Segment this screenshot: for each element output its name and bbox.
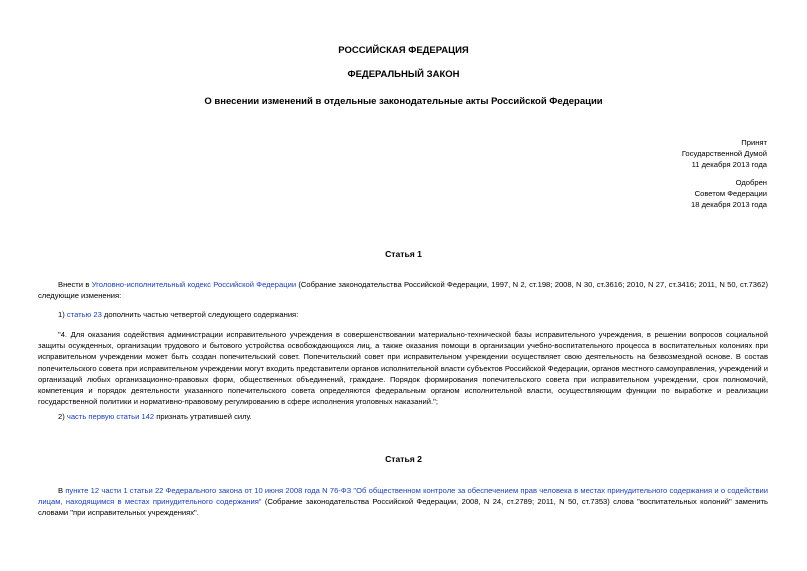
adoption-federation-council — [507, 177, 767, 210]
intro-prefix: Внести в — [58, 280, 92, 289]
federal-law-76-link[interactable]: пункте 12 части 1 статьи 22 Федерального закона от 10 июня 2008 года N 76-ФЗ "Об общественном контроле за обеспечением прав человека в местах принудительного содержания и о содействии лицам, находящимся в местах принудительного содержания" — [38, 486, 768, 507]
article-142-link[interactable]: часть первую статьи 142 — [66, 412, 155, 421]
criminal-executive-code-link[interactable]: Уголовно-исполнительный кодекс Российской Федерации — [91, 280, 297, 289]
accepted-label: Принят — [741, 138, 767, 147]
article-1-quote: "4. Для оказания содействия администрации исправительного учреждения в совершенствовании материально-технической базы исправительного учреждения, в решении вопросов социальной защиты осужденных, организации трудового и бытового устройства освобождающихся лиц, а также оказания помощи в организации учебно-воспитательного процесса в воспитательных колониях при исправительном учреждении может быть создан попечительский совет. Попечительский совет при исправительном учреждении осуществляет свою деятельность на безвозмездной основе. В состав попечительского совета при исправительном учреждении могут входить представители органов исполнительной власти субъектов Российской Федерации, органов местного самоуправления, учреждений и организаций любых организационно-правовых форм, общественных объединений, граждане. Порядок формирования попечительского совета при исправительном учреждении, срок полномочий, компетенция и порядок деятельности указанного попечительского совета определяются федеральным органом исполнительной власти, осуществляющим функции по выработке и реализации государственной политики и нормативно-правовому регулированию в сфере исполнения уголовных наказаний."; — [38, 330, 768, 407]
article-2-prefix: В — [58, 486, 66, 495]
intro-suffix: (Собрание законодательства Российской Федерации, 1997, N 2, ст.198; 2008, N 30, ст.3616; 2010, N 27, ст.3416; 2011, N 50, ст.7362) следующие изменения: — [38, 280, 768, 301]
accepted-by: Государственной Думой — [681, 149, 767, 158]
law-title: О внесении изменений в отдельные законодательные акты Российской Федерации — [204, 96, 603, 107]
approved-label: Одобрен — [735, 178, 767, 187]
approved-date: 18 декабря 2013 года — [691, 200, 767, 209]
article-2-suffix: (Собрание законодательства Российской Федерации, 2008, N 24, ст.2789; 2011, N 50, ст.7353) слова "воспитательных колоний" заменить словами "при исправительных учреждениях". — [38, 497, 769, 518]
article-2-text — [38, 485, 768, 519]
item-2-number: 2) — [58, 412, 67, 421]
article-1-heading: Статья 1 — [385, 249, 422, 259]
article-1-intro — [38, 279, 768, 301]
item-2-text: признать утратившей силу. — [154, 412, 252, 421]
approved-by: Советом Федерации — [694, 189, 767, 198]
adoption-state-duma — [507, 137, 767, 170]
country-heading: РОССИЙСКАЯ ФЕДЕРАЦИЯ — [338, 45, 469, 56]
accepted-date: 11 декабря 2013 года — [691, 160, 767, 169]
article-1-item-1 — [38, 309, 768, 320]
item-1-number: 1) — [58, 310, 67, 319]
document-type-heading: ФЕДЕРАЛЬНЫЙ ЗАКОН — [347, 69, 460, 80]
article-1-item-2 — [38, 411, 768, 422]
item-1-text: дополнить частью четвертой следующего содержания: — [101, 310, 299, 319]
article-2-heading: Статья 2 — [385, 454, 422, 464]
article-23-link[interactable]: статью 23 — [66, 310, 102, 319]
